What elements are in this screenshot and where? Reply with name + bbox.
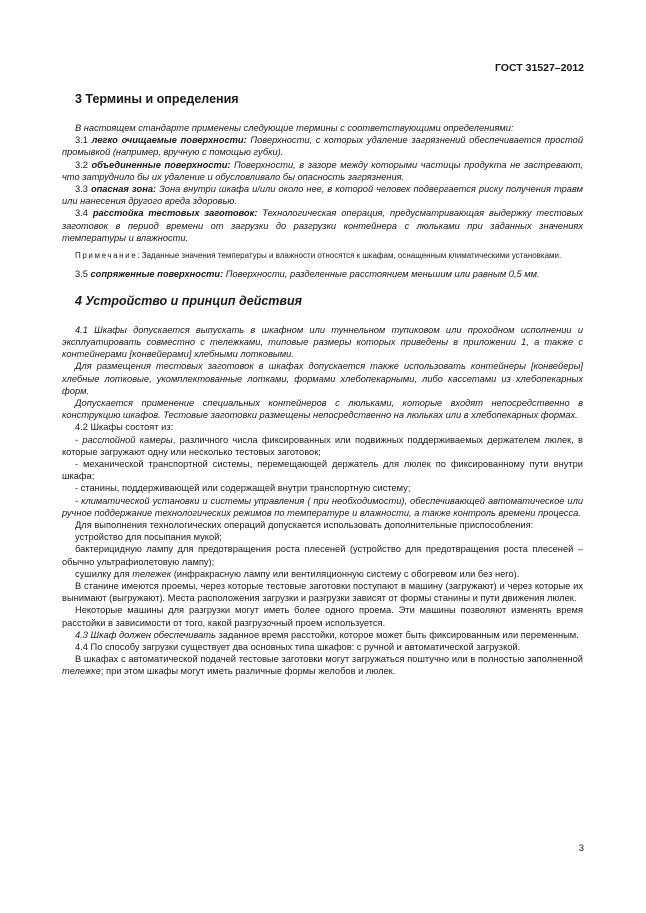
term-3-5: 3.5 сопряженные поверхности: Поверхности, разделенные расстоянием меньшим или равным 0,5 мм. — [75, 268, 540, 279]
para-unloading: Некоторые машины для разгрузки могут иметь более одного проема. Эти машины позволяют изменять время расстойки в зависимости от того, какой разгрузочный проем используется. — [62, 605, 583, 628]
para-openings: В станине имеются проемы, через которые тестовые заготовки поступают в машину (загружают) и через которые их вынимают (выгружают). Места расположения загрузки и разгрузки зависят от формы станины и пути движения люлек. — [62, 581, 583, 604]
term-3-4: 3.4 расстойка тестовых заготовок: Технологическая операция, предусматривающая выдержку тестовых заготовок в период времени от загрузки до разгрузки контейнера с люльками при заданных значениях температуры и влажности. — [62, 208, 583, 243]
note: Примечание: Заданные значения температуры и влажности относятся к шкафам, оснащенным климатическими установками. — [75, 251, 562, 261]
page-content — [62, 92, 583, 678]
list-item-climate: - климатической установки и системы управления ( при необходимости), обеспечивающей автоматическое или ручное поддержание технологических режимов по температуре и влажности, а также контроль времени процесса. — [62, 495, 583, 518]
list-item-transport: - механической транспортной системы, перемещающей держатель для люлек по фиксированному пути внутри шкафа; — [62, 458, 583, 482]
section-4-title: 4 Устройство и принцип действия — [75, 293, 302, 308]
term-3-1: 3.1 легко очищаемые поверхности: Поверхности, с которых удаление загрязнений обеспечивается простой промывкой (например, вручную с помощью губки). — [62, 135, 583, 158]
para-4-2: 4.2 Шкафы состоят из: — [75, 422, 174, 433]
para-4-3: 4.3 Шкаф должен обеспечивать заданное время расстойки, которое может быть фиксированным или переменным. — [75, 629, 579, 640]
section-3-title: 3 Термины и определения — [75, 92, 239, 106]
standard-header: ГОСТ 31527–2012 — [494, 62, 584, 74]
note-label: Примечание — [75, 251, 138, 261]
section-3-intro: В настоящем стандарте применены следующие термины с соответствующими определениями: — [75, 123, 514, 133]
para-4-4: 4.4 По способу загрузки существует два основных типа шкафов: с ручной и автоматической загрузкой. — [75, 642, 521, 653]
list-item-frame: - станины, поддерживающей или содержащей внутри транспортную систему; — [75, 483, 411, 494]
para-auto-loading: В шкафах с автоматической подачей тестовые заготовки могут загружаться поштучно или в полностью заполненной тележке; при этом шкафы могут иметь различные формы желобов и люлек. — [62, 654, 583, 677]
device-flour: устройство для посыпания мукой; — [75, 532, 222, 543]
para-4-1-c: Допускается применение специальных контейнеров с люльками, которые входят непосредственно в конструкцию шкафов. Тестовые заготовки размещены непосредственно на люльках или в хлебопекарных формах. — [62, 397, 583, 421]
para-4-1: 4.1 Шкафы допускается выпускать в шкафном или туннельном тупиковом или проходном исполнении и эксплуатировать совместно с тележками, типовые размеры которых приведены в приложении 1, а также с контейнерами [конвейерами] хлебными лотковыми. — [62, 324, 583, 360]
para-4-1-b: Для размещения тестовых заготовок в шкафах допускается также использовать контейнеры [конвейеры] хлебные лотковые, укомплектованные лотками, формами хлебопекарными, либо кассетами из хлебопекарных форм. — [62, 361, 583, 396]
device-dryer: сушилку для тележек (инфракрасную лампу или вентиляционную систему с обогревом или без него). — [75, 568, 520, 579]
term-3-2: 3.2 объединенные поверхности: Поверхности, в зазоре между которыми частицы продукта не застревают, что затруднило бы их удаление и обусловливало бы опасность загрязнения. — [62, 159, 583, 182]
list-item-chamber: - расстойной камеры, различного числа фиксированных или подвижных поддерживаемых держателем люлек, в которые загружают одну или несколько тестовых заготовок; — [62, 434, 583, 457]
device-lamp: бактерицидную лампу для предотвращения роста плесеней (устройство для предотвращения роста плесеней – обычно ультрафиолетовую лампу); — [62, 544, 583, 567]
term-3-3: 3.3 опасная зона: Зона внутри шкафа и/или около нее, в которой человек подвергается риску получения травм или нанесения другого вреда здоровью. — [62, 184, 583, 207]
para-extra-devices: Для выполнения технологических операций допускается использовать дополнительные приспособления: — [75, 519, 534, 530]
page-number: 3 — [578, 843, 584, 854]
